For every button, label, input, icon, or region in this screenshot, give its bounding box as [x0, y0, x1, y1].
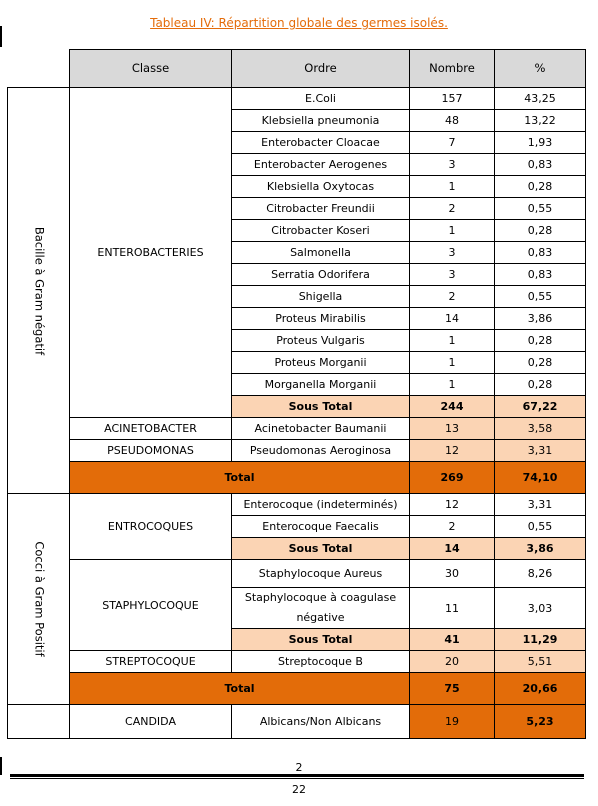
ordre-cell: E.Coli: [232, 88, 410, 110]
ordre-cell: Albicans/Non Albicans: [232, 705, 410, 739]
subtotal-nombre: 244: [410, 396, 495, 418]
group-gram-positif: [8, 494, 70, 705]
nombre-cell: 48: [410, 110, 495, 132]
group-label: Cocci à Gram Positif: [32, 541, 47, 657]
pct-cell: 8,26: [495, 560, 586, 588]
germs-table: [7, 49, 586, 739]
subtotal-pct: 67,22: [495, 396, 586, 418]
pct-cell: 0,55: [495, 516, 586, 538]
ordre-cell: Enterocoque Faecalis: [232, 516, 410, 538]
pct-cell: 0,55: [495, 286, 586, 308]
ordre-cell: Serratia Odorifera: [232, 264, 410, 286]
total-row: [8, 462, 586, 494]
pct-cell: 0,28: [495, 352, 586, 374]
page-rule-thick: [10, 774, 584, 777]
pct-cell: 0,55: [495, 198, 586, 220]
total-row: [8, 673, 586, 705]
subtotal-label: Sous Total: [232, 396, 410, 418]
pct-cell: 0,28: [495, 330, 586, 352]
table-row: [8, 651, 586, 673]
nombre-cell: 11: [410, 588, 495, 629]
ordre-cell: Enterobacter Aerogenes: [232, 154, 410, 176]
group-gram-negatif: [8, 88, 70, 494]
nombre-cell: 20: [410, 651, 495, 673]
class-candida: CANDIDA: [70, 705, 232, 739]
pct-cell: 3,86: [495, 308, 586, 330]
nombre-cell: 19: [410, 705, 495, 739]
ordre-cell: Streptocoque B: [232, 651, 410, 673]
total-pct: 20,66: [495, 673, 586, 705]
ordre-cell: Proteus Morganii: [232, 352, 410, 374]
subtotal-pct: 3,86: [495, 538, 586, 560]
group-label: Bacille à Gram négatif: [32, 226, 47, 355]
ordre-cell: Salmonella: [232, 242, 410, 264]
total-label: Total: [70, 462, 410, 494]
pct-cell: 3,31: [495, 494, 586, 516]
pct-cell: 3,58: [495, 418, 586, 440]
table-row: [8, 88, 586, 110]
table-row: [8, 418, 586, 440]
class-pseudomonas: PSEUDOMONAS: [70, 440, 232, 462]
ordre-cell: Staphylocoque à coagulase négative: [232, 588, 410, 629]
nombre-cell: 3: [410, 154, 495, 176]
pct-cell: 13,22: [495, 110, 586, 132]
pct-cell: 0,83: [495, 264, 586, 286]
nombre-cell: 2: [410, 286, 495, 308]
nombre-cell: 157: [410, 88, 495, 110]
ordre-cell: Citrobacter Freundii: [232, 198, 410, 220]
page-rule-thin: [10, 778, 584, 779]
pct-cell: 3,03: [495, 588, 586, 629]
ordre-cell: Klebsiella pneumonia: [232, 110, 410, 132]
class-streptocoque: STREPTOCOQUE: [70, 651, 232, 673]
subtotal-nombre: 14: [410, 538, 495, 560]
table-header-row: [8, 50, 586, 88]
nombre-cell: 1: [410, 374, 495, 396]
class-entrocoques: ENTROCOQUES: [70, 494, 232, 560]
nombre-cell: 2: [410, 198, 495, 220]
pct-cell: 5,23: [495, 705, 586, 739]
pct-cell: 1,93: [495, 132, 586, 154]
total-nombre: 75: [410, 673, 495, 705]
pct-cell: 3,31: [495, 440, 586, 462]
class-staphylocoque: STAPHYLOCOQUE: [70, 560, 232, 651]
ordre-cell: Enterobacter Cloacae: [232, 132, 410, 154]
nombre-cell: 14: [410, 308, 495, 330]
ordre-cell: Staphylocoque Aureus: [232, 560, 410, 588]
class-enterobacteries: ENTEROBACTERIES: [70, 88, 232, 418]
header-blank-cell: [8, 50, 70, 88]
table-row: [8, 440, 586, 462]
subtotal-nombre: 41: [410, 629, 495, 651]
nombre-cell: 2: [410, 516, 495, 538]
header-nombre: Nombre: [410, 50, 495, 88]
nombre-cell: 1: [410, 176, 495, 198]
ordre-cell: Citrobacter Koseri: [232, 220, 410, 242]
pct-cell: 43,25: [495, 88, 586, 110]
ordre-cell: Proteus Vulgaris: [232, 330, 410, 352]
header-pct: %: [495, 50, 586, 88]
nombre-cell: 12: [410, 494, 495, 516]
ordre-cell: Proteus Mirabilis: [232, 308, 410, 330]
class-acinetobacter: ACINETOBACTER: [70, 418, 232, 440]
table-row: [8, 560, 586, 588]
ordre-cell: Shigella: [232, 286, 410, 308]
pct-cell: 0,83: [495, 242, 586, 264]
pct-cell: 5,51: [495, 651, 586, 673]
nombre-cell: 1: [410, 352, 495, 374]
table-row: [8, 705, 586, 739]
nombre-cell: 13: [410, 418, 495, 440]
pct-cell: 0,28: [495, 176, 586, 198]
ordre-cell: Morganella Morganii: [232, 374, 410, 396]
pct-cell: 0,28: [495, 220, 586, 242]
total-label: Total: [70, 673, 410, 705]
page-number-inner: 2: [295, 761, 303, 774]
ordre-cell: Pseudomonas Aeroginosa: [232, 440, 410, 462]
nombre-cell: 1: [410, 220, 495, 242]
table-caption: Tableau IV: Répartition globale des germes isolés.: [150, 16, 448, 30]
header-ordre: Ordre: [232, 50, 410, 88]
nombre-cell: 30: [410, 560, 495, 588]
subtotal-label: Sous Total: [232, 629, 410, 651]
pct-cell: 0,28: [495, 374, 586, 396]
header-classe: Classe: [70, 50, 232, 88]
ordre-cell: Enterocoque (indeterminés): [232, 494, 410, 516]
ordre-cell: Acinetobacter Baumanii: [232, 418, 410, 440]
nombre-cell: 3: [410, 242, 495, 264]
ordre-cell: Klebsiella Oxytocas: [232, 176, 410, 198]
nombre-cell: 12: [410, 440, 495, 462]
total-nombre: 269: [410, 462, 495, 494]
nombre-cell: 1: [410, 330, 495, 352]
page-number-outer: 22: [292, 783, 306, 796]
nombre-cell: 7: [410, 132, 495, 154]
total-pct: 74,10: [495, 462, 586, 494]
group-blank-cell: [8, 705, 70, 739]
subtotal-pct: 11,29: [495, 629, 586, 651]
nombre-cell: 3: [410, 264, 495, 286]
table-row: [8, 494, 586, 516]
subtotal-label: Sous Total: [232, 538, 410, 560]
pct-cell: 0,83: [495, 154, 586, 176]
